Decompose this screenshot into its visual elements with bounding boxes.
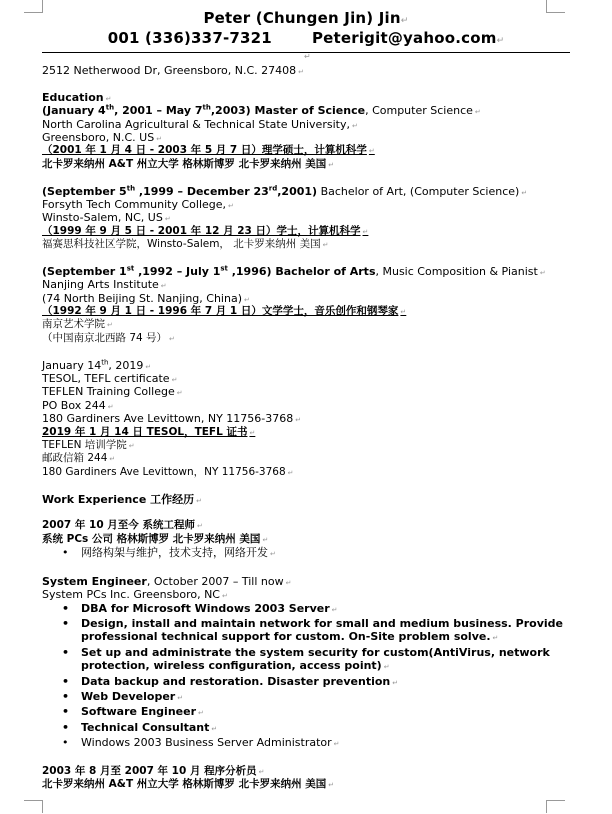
job-1-bullets — [42, 602, 570, 752]
education-entry-1-title: (January 4th, 2001 – May 7th,2003) Master of Science, Computer Science ↵ — [42, 104, 570, 117]
education-entry-3-school: Nanjing Arts Institute ↵ — [42, 278, 570, 291]
crop-mark-bottom-left — [24, 800, 43, 813]
list-item: • Set up and administrate the system security for custom(AntiVirus, network protection, wireless configuration, access point) ↵ — [42, 646, 570, 675]
education-entry-2-title: (September 5th ,1999 – December 23rd,2001) Bachelor of Art, (Computer Science) ↵ — [42, 185, 570, 198]
street-address: 2512 Netherwood Dr, Greensboro, N.C. 27408 ↵ — [42, 64, 570, 77]
contact-line: 001 (336)337-7321 Peterigit@yahoo.com↵ — [107, 29, 505, 47]
list-item: • Software Engineer ↵ — [42, 705, 570, 720]
education-entry-2-city: Winsto-Salem, NC, US ↵ — [42, 211, 570, 224]
job-2-cn-company: 北卡罗来纳州 A&T 州立大学 格林斯博罗 北卡罗来纳州 美国 ↵ — [42, 778, 570, 791]
tesol-cn-po-box: 邮政信箱 244 ↵ — [42, 452, 570, 465]
education-entry-1-city: Greensboro, N.C. US ↵ — [42, 131, 570, 144]
work-experience-heading: Work Experience 工作经历 ↵ — [42, 493, 570, 506]
job-1-cn-company: 系统 PCs 公司 格林斯博罗 北卡罗来纳州 美国 ↵ — [42, 533, 570, 546]
education-entry-1-cn-title: （2001 年 1 月 4 日 - 2003 年 5 月 7 日）理学硕士，计算机科学 ↵ — [42, 144, 570, 157]
job-1-cn-title: 2007 年 10 月至今 系统工程师 ↵ — [42, 519, 570, 532]
education-entry-3-cn-school: 南京艺术学院 ↵ — [42, 318, 570, 331]
tesol-cn-title: 2019 年 1 月 14 日 TESOL，TEFL 证书 ↵ — [42, 426, 570, 439]
education-entry-2-cn-school: 福赛思科技社区学院，Winsto-Salem， 北卡罗来纳州 美国 ↵ — [42, 238, 570, 251]
tesol-certificate: TESOL, TEFL certificate ↵ — [42, 372, 570, 385]
phone-number: 001 (336)337-7321 — [107, 29, 272, 47]
tesol-po-box: PO Box 244 ↵ — [42, 399, 570, 412]
list-item: • Web Developer ↵ — [42, 690, 570, 705]
job-2-cn-title: 2003 年 8 月至 2007 年 10 月 程序分析员 ↵ — [42, 765, 570, 778]
education-entry-3-cn-title: （1992 年 9 月 1 日 - 1996 年 7 月 1 日）文学学士，音乐创作和钢琴家 ↵ — [42, 305, 570, 318]
tesol-address: 180 Gardiners Ave Levittown, NY 11756-3768 ↵ — [42, 412, 570, 425]
list-item: • Data backup and restoration. Disaster prevention ↵ — [42, 675, 570, 690]
resume-name: Peter (Chungen Jin) Jin↵ — [203, 9, 409, 27]
crop-mark-bottom-right — [546, 800, 565, 813]
job-1-company: System PCs Inc. Greensboro, NC ↵ — [42, 588, 570, 601]
job-1-cn-bullets — [42, 546, 570, 561]
list-item: • DBA for Microsoft Windows 2003 Server ↵ — [42, 602, 570, 617]
education-entry-3-title: (September 1st ,1992 – July 1st ,1996) Bachelor of Arts, Music Composition & Pianist ↵ — [42, 265, 570, 278]
list-item: • Technical Consultant ↵ — [42, 721, 570, 736]
list-item: • Design, install and maintain network for small and medium business. Provide professional technical support for custom. On-Site problem solve. ↵ — [42, 617, 570, 646]
education-entry-2-cn-title: （1999 年 9 月 5 日 - 2001 年 12 月 23 日）学士，计算机科学 ↵ — [42, 225, 570, 238]
list-item: • Windows 2003 Business Server Administrator ↵ — [42, 736, 570, 751]
education-entry-2-school: Forsyth Tech Community College, ↵ — [42, 198, 570, 211]
paragraph-mark-icon: ↵ — [304, 52, 311, 61]
tesol-cn-college: TEFLEN 培训学院 ↵ — [42, 439, 570, 452]
tesol-date: January 14th, 2019 ↵ — [42, 359, 570, 372]
list-item: • 网络构架与维护，技术支持，网络开发 ↵ — [42, 546, 570, 561]
education-entry-1-school: North Carolina Agricultural & Technical State University, ↵ — [42, 118, 570, 131]
education-entry-3-cn-address: （中国南京北西路 74 号） ↵ — [42, 332, 570, 345]
tesol-college: TEFLEN Training College ↵ — [42, 385, 570, 398]
job-1-title: System Engineer, October 2007 – Till now ↵ — [42, 575, 570, 588]
education-entry-1-cn-school: 北卡罗来纳州 A&T 州立大学 格林斯博罗 北卡罗来纳州 美国 ↵ — [42, 158, 570, 171]
education-entry-3-city: (74 North Beijing St. Nanjing, China) ↵ — [42, 292, 570, 305]
tesol-cn-address: 180 Gardiners Ave Levittown，NY 11756-3768 ↵ — [42, 466, 570, 479]
email-address: Peterigit@yahoo.com — [311, 29, 497, 47]
education-heading: Education ↵ — [42, 91, 570, 104]
resume-body — [42, 64, 570, 792]
